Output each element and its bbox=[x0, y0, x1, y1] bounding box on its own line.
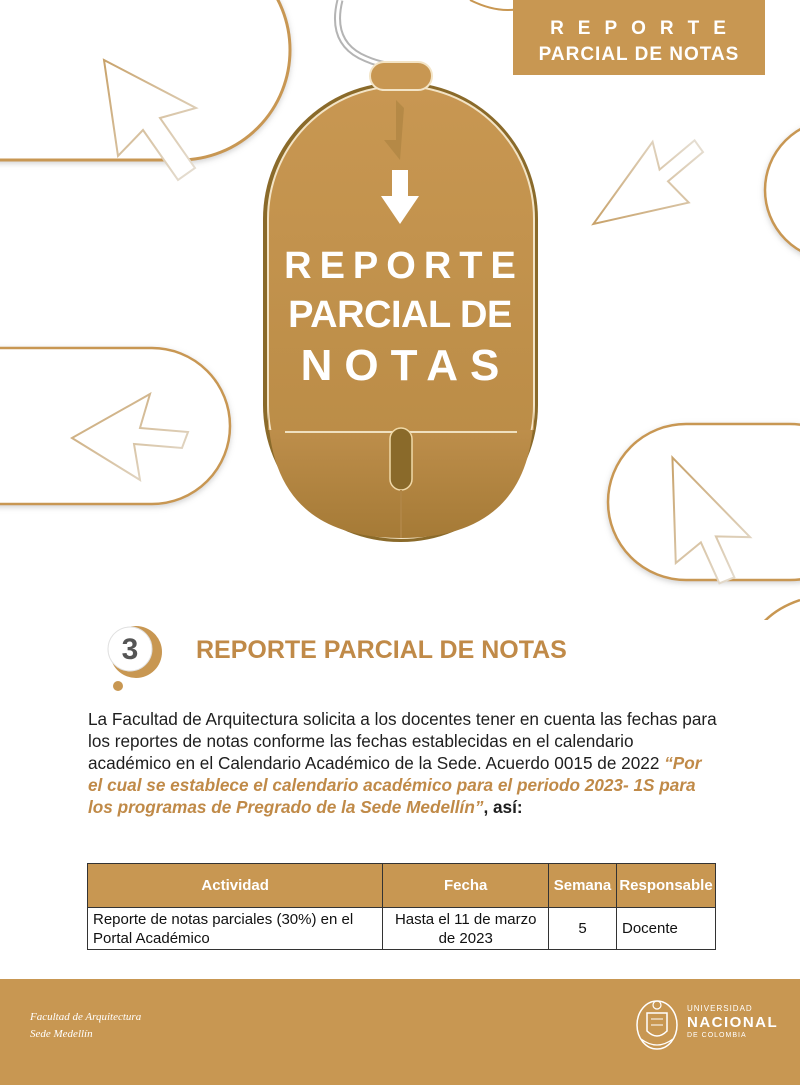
header-semana: Semana bbox=[549, 864, 617, 908]
university-seal-icon bbox=[633, 995, 681, 1059]
footer-faculty bbox=[30, 1009, 141, 1043]
badge-dot bbox=[112, 680, 124, 692]
footer bbox=[0, 979, 800, 1085]
cursor-arrow-icon bbox=[591, 140, 706, 224]
cell-responsable: Docente bbox=[617, 908, 716, 950]
table-row bbox=[88, 908, 716, 950]
corner-tag bbox=[513, 0, 765, 75]
logo-line3: DE COLOMBIA bbox=[687, 1032, 747, 1039]
intro-tail: , así: bbox=[483, 797, 523, 817]
footer-faculty-line2: Sede Medellín bbox=[30, 1028, 93, 1040]
cell-actividad: Reporte de notas parciales (30%) en el Portal Académico bbox=[88, 908, 383, 950]
hero-title-line1: REPORTE bbox=[284, 245, 524, 287]
logo-line1: UNIVERSIDAD bbox=[687, 1004, 753, 1013]
hero-title bbox=[270, 245, 530, 391]
header-fecha: Fecha bbox=[383, 864, 549, 908]
logo-line2: NACIONAL bbox=[687, 1014, 779, 1031]
hero-title-line3: NOTAS bbox=[300, 341, 512, 390]
header-actividad: Actividad bbox=[88, 864, 383, 908]
corner-tag-line1: REPORTE bbox=[550, 18, 740, 39]
corner-tag-line2: PARCIAL DE NOTAS bbox=[538, 44, 740, 65]
section-number-badge bbox=[106, 622, 162, 678]
intro-text: La Facultad de Arquitectura solicita a los docentes tener en cuenta las fechas para los reportes de notas conforme las fechas establecidas en el calendario académico en el Calendario Académico de la Sede. Acuerdo 0015 de 2022 bbox=[88, 709, 717, 773]
intro-quote: “Por el cual se establece el calendario académico para el periodo 2023- 1S para los programas de Pregrado de la Sede Medellín” bbox=[88, 753, 702, 817]
cell-semana: 5 bbox=[549, 908, 617, 950]
section-number: 3 bbox=[121, 633, 139, 666]
mouse-cable bbox=[338, 0, 399, 66]
footer-faculty-line1: Facultad de Arquitectura bbox=[30, 1011, 142, 1023]
header-responsable: Responsable bbox=[617, 864, 716, 908]
pill-shape-right-top bbox=[765, 120, 800, 260]
table-header-row bbox=[88, 864, 716, 908]
pill-shape-top-left bbox=[0, 0, 290, 160]
intro-paragraph bbox=[88, 708, 718, 818]
arc-right-bottom bbox=[742, 600, 800, 620]
cell-fecha: Hasta el 11 de marzo de 2023 bbox=[383, 908, 549, 950]
hero-title-line2: PARCIAL DE bbox=[288, 294, 512, 336]
section-title: REPORTE PARCIAL DE NOTAS bbox=[196, 636, 567, 664]
university-logo-text bbox=[687, 1004, 778, 1039]
schedule-table bbox=[87, 863, 716, 950]
